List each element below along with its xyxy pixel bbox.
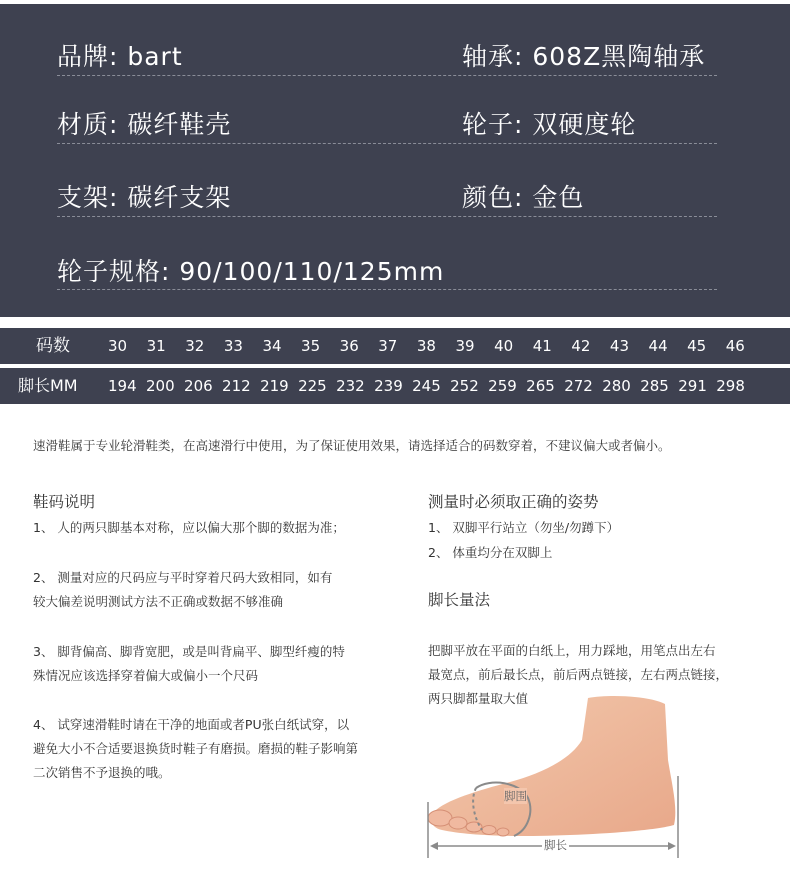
size-cell: 32 — [185, 337, 205, 355]
length-cell: 239 — [374, 377, 403, 395]
size-cell: 33 — [223, 337, 243, 355]
length-cell: 298 — [716, 377, 745, 395]
measure-title: 脚长量法 — [428, 591, 491, 609]
length-cell: 259 — [488, 377, 517, 395]
length-cell: 245 — [412, 377, 441, 395]
length-cell: 280 — [602, 377, 631, 395]
length-cell: 219 — [260, 377, 289, 395]
size-guide-item-4-line-1: 4、 试穿速滑鞋时请在干净的地面或者PU张白纸试穿，以 — [33, 717, 350, 732]
spec-panel — [0, 4, 790, 317]
measure-line-2: 最宽点，前后最长点，前后两点链接，左右两点链接， — [428, 667, 729, 682]
size-guide-item-2-line-1: 2、 测量对应的尺码应与平时穿着尺码大致相同，如有 — [33, 570, 333, 585]
size-cell: 40 — [494, 337, 514, 355]
size-table-row-sizes — [0, 328, 790, 364]
spec-material: 材质: 碳纤鞋壳 — [57, 110, 232, 139]
size-guide-item-3-line-1: 3、 脚背偏高、脚背宽肥，或是叫背扁平、脚型纤瘦的特 — [33, 644, 345, 659]
length-cell: 200 — [146, 377, 175, 395]
size-cell: 36 — [339, 337, 359, 355]
length-cell: 225 — [298, 377, 327, 395]
spec-color: 颜色: 金色 — [462, 183, 585, 212]
size-cell: 34 — [262, 337, 282, 355]
size-cell: 38 — [416, 337, 436, 355]
divider — [57, 289, 717, 290]
size-cell: 39 — [455, 337, 475, 355]
size-cell: 45 — [687, 337, 707, 355]
size-guide-item-1: 1、 人的两只脚基本对称，应以偏大那个脚的数据为准； — [33, 520, 345, 535]
girth-label: 脚围 — [504, 789, 527, 803]
size-cells — [108, 328, 745, 364]
posture-item-1: 1、 双脚平行站立（勿坐/勿蹲下） — [428, 520, 620, 535]
posture-title: 测量时必须取正确的姿势 — [428, 493, 599, 511]
length-cell: 212 — [222, 377, 251, 395]
length-cell: 285 — [640, 377, 669, 395]
length-cell: 291 — [678, 377, 707, 395]
size-cell: 46 — [725, 337, 745, 355]
size-row-label: 码数 — [36, 336, 70, 356]
spec-frame: 支架: 碳纤支架 — [57, 183, 232, 212]
divider — [57, 143, 717, 144]
size-cell: 31 — [146, 337, 166, 355]
divider — [57, 216, 717, 217]
size-cell: 43 — [609, 337, 630, 355]
divider — [57, 75, 717, 76]
spec-wheel-size: 轮子规格: 90/100/110/125mm — [57, 257, 445, 286]
spec-wheel: 轮子: 双硬度轮 — [462, 110, 637, 139]
size-guide-item-4-line-2: 避免大小不合适要退换货时鞋子有磨损。磨损的鞋子影响第 — [33, 741, 359, 756]
length-cell: 232 — [336, 377, 365, 395]
size-cell: 42 — [571, 337, 591, 355]
size-guide-title: 鞋码说明 — [33, 493, 96, 511]
size-guide-item-2-line-2: 较大偏差说明测试方法不正确或数据不够准确 — [33, 594, 284, 609]
length-label: 脚长 — [544, 838, 567, 852]
length-cell: 265 — [526, 377, 555, 395]
size-table-row-lengths — [0, 368, 790, 404]
spec-brand: 品牌: bart — [57, 42, 183, 71]
measure-line-1: 把脚平放在平面的白纸上，用力踩地，用笔点出左右 — [428, 643, 716, 658]
length-row-label: 脚长MM — [18, 376, 78, 395]
length-cells — [108, 368, 745, 404]
size-cell: 35 — [301, 337, 321, 355]
intro-text: 速滑鞋属于专业轮滑鞋类，在高速滑行中使用，为了保证使用效果，请选择适合的码数穿着，不建议偏大或者偏小。 — [33, 438, 671, 453]
size-cell: 37 — [378, 337, 398, 355]
size-cell: 41 — [532, 337, 552, 355]
measure-line-3: 两只脚都量取大值 — [428, 691, 529, 706]
foot-illustration — [410, 690, 710, 860]
size-cell: 30 — [108, 337, 128, 355]
length-cell: 272 — [564, 377, 593, 395]
length-cell: 194 — [108, 377, 137, 395]
length-cell: 206 — [184, 377, 213, 395]
posture-item-2: 2、 体重均分在双脚上 — [428, 545, 553, 560]
foot-measurement-diagram — [410, 690, 710, 860]
size-guide-item-4-line-3: 二次销售不予退换的哦。 — [33, 765, 171, 780]
length-cell: 252 — [450, 377, 479, 395]
spec-bearing: 轴承: 608Z黑陶轴承 — [462, 42, 706, 71]
size-cell: 44 — [648, 337, 668, 355]
size-guide-item-3-line-2: 殊情况应该选择穿着偏大或偏小一个尺码 — [33, 668, 259, 683]
